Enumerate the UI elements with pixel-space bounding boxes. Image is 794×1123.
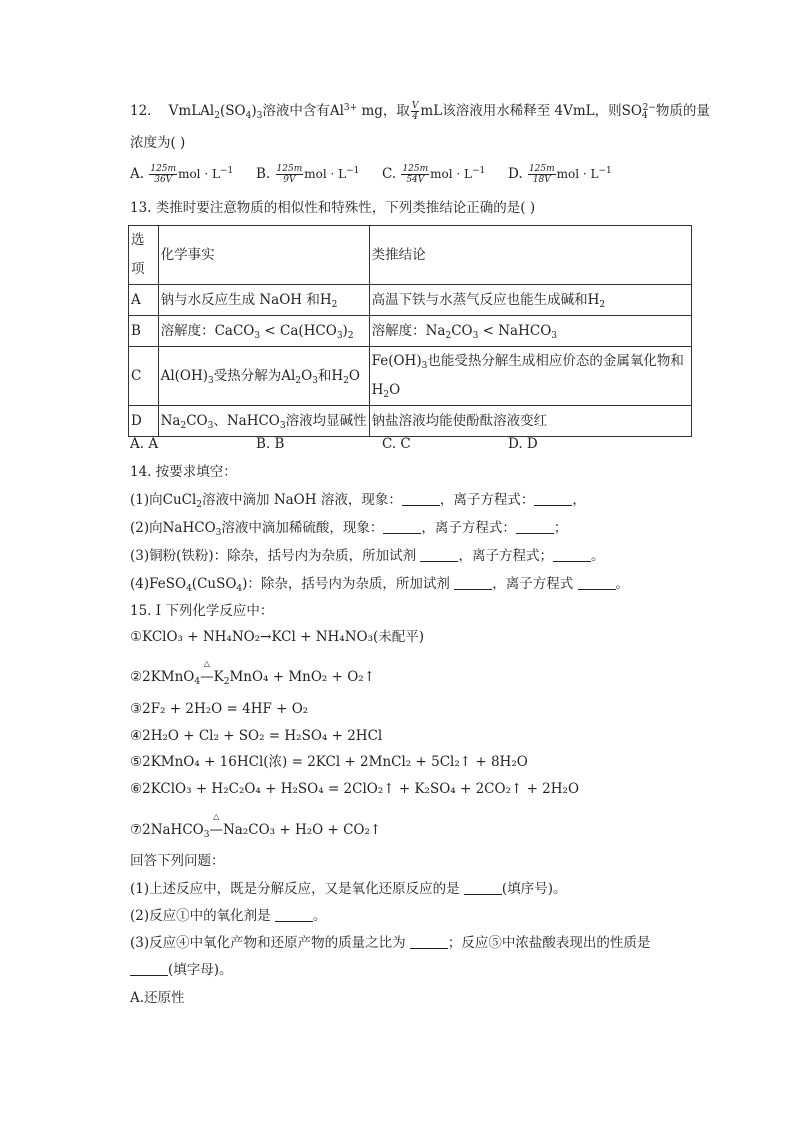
q12-line2: 浓度为( ) bbox=[130, 135, 186, 151]
q15-item-3: (3)反应④中氧化产物和还原产物的质量之比为 ；反应⑤中浓盐酸表现出的性质是 bbox=[130, 935, 651, 951]
table-row: B 溶解度：CaCO$_3$ < $Ca(HCO_3)_2$ 溶解度：$Na_2CO_3$ < NaHCO$_3$ bbox=[129, 316, 692, 347]
reaction-6: ⑥2KClO₃ + H₂C₂O₄ + H₂SO₄ = 2ClO₂↑ + K₂SO₄ + 2CO₂↑ + 2H₂O bbox=[130, 781, 580, 797]
volume-fraction: $\frac{V}{4}$ bbox=[411, 101, 419, 122]
answer-intro: 回答下列问题： bbox=[130, 853, 225, 869]
reaction-2: ②2KMnO$_4$— △ $K_2MnO_4 + MnO_2$ + O₂↑ bbox=[130, 659, 376, 687]
header-conclusion: 类推结论 bbox=[369, 226, 691, 285]
table-row: A 钠与水反应生成 NaOH 和$H_2$ 高温下铁与水蒸气反应也能生成碱和$H_2$ bbox=[129, 285, 692, 316]
answer-blank[interactable] bbox=[553, 549, 591, 562]
q12-option-d[interactable]: D. $\frac{125m}{18V}$ mol · $L^{-1}$ bbox=[508, 164, 612, 185]
answer-blank[interactable] bbox=[420, 549, 458, 562]
q14-item-4: (4)FeSO$_4$(CuSO$_4$)：除杂，括号内为杂质，所加试剂 ，离子方程式 。 bbox=[130, 576, 629, 594]
header-fact: 化学事实 bbox=[158, 226, 369, 285]
q12-line1: 12. $VmLAl_2(SO_4)_3$溶液中含有$Al^{3+}$ mg，取 $\frac{V}{4}$ mL该溶液用水稀释至 4VmL，则$SO_4^{2-}$物质的量 bbox=[130, 101, 710, 122]
q15-option-a[interactable]: A.还原性 bbox=[130, 990, 185, 1006]
q13-answer-b[interactable]: B. B bbox=[256, 436, 285, 452]
q14-stem: 14. 按要求填空： bbox=[130, 464, 237, 480]
q12-number: 12. bbox=[130, 103, 152, 119]
answer-blank[interactable] bbox=[275, 909, 313, 922]
q15-item-3-cont: (填字母)。 bbox=[130, 960, 233, 980]
reaction-1: ①KClO₃ + NH₄NO₂→KCl + NH₄NO₃(未配平) bbox=[130, 629, 425, 645]
q13-answer-d[interactable]: D. D bbox=[508, 436, 538, 452]
answer-blank[interactable] bbox=[578, 577, 616, 590]
q13-table bbox=[128, 225, 692, 437]
header-option: 选项 bbox=[129, 226, 159, 285]
q15-item-1: (1)上述反应中，既是分解反应，又是氧化还原反应的是 (填序号)。 bbox=[130, 881, 567, 897]
answer-blank[interactable] bbox=[410, 936, 448, 949]
q14-item-1: (1)向CuCl$_2$溶液中滴加 NaOH 溶液，现象： ，离子方程式： ， bbox=[130, 492, 586, 510]
heat-condition: — △ bbox=[200, 659, 214, 685]
table-header-row bbox=[129, 226, 692, 285]
reaction-7: ⑦2NaHCO$_3$— △ Na₂CO₃ + H₂O + CO₂↑ bbox=[130, 812, 382, 840]
table-row: C $Al(OH)_3$受热分解为$Al_2O_3$和$H_2O$ $Fe(OH)_3$也能受热分解生成相应价态的金属氧化物和 $H_2O$ bbox=[129, 347, 692, 406]
q13-stem: 13. 类推时要注意物质的相似性和特殊性，下列类推结论正确的是( ) bbox=[130, 200, 536, 216]
answer-blank[interactable] bbox=[516, 521, 554, 534]
reaction-4: ④2H₂O + Cl₂ + SO₂ = H₂SO₄ + 2HCl bbox=[130, 728, 383, 744]
answer-blank[interactable] bbox=[402, 493, 440, 506]
q12-option-c[interactable]: C. $\frac{125m}{54V}$ mol · $L^{-1}$ bbox=[382, 164, 486, 185]
q13-answer-c[interactable]: C. C bbox=[382, 436, 411, 452]
q12-option-b[interactable]: B. $\frac{125m}{9V}$ mol · $L^{-1}$ bbox=[256, 164, 360, 185]
answer-blank[interactable] bbox=[130, 963, 168, 976]
reaction-3: ③2F₂ + 2H₂O = 4HF + O₂ bbox=[130, 701, 309, 717]
answer-blank[interactable] bbox=[383, 521, 421, 534]
table-row: D $Na_2CO_3$、NaHCO$_3$溶液均显碱性 钠盐溶液均能使酚酞溶液变红 bbox=[129, 406, 692, 437]
q15-item-2: (2)反应①中的氧化剂是 。 bbox=[130, 908, 327, 924]
heat-condition: — △ bbox=[209, 812, 223, 838]
answer-blank[interactable] bbox=[464, 882, 502, 895]
q14-item-3: (3)铜粉(铁粉)：除杂，括号内为杂质，所加试剂 ，离子方程式； 。 bbox=[130, 548, 605, 564]
answer-blank[interactable] bbox=[454, 577, 492, 590]
q14-item-2: (2)向NaHCO$_3$溶液中滴加稀硫酸，现象： ，离子方程式： ； bbox=[130, 520, 568, 538]
q12-option-a[interactable]: A. $\frac{125m}{36V}$ mol · $L^{-1}$ bbox=[130, 164, 234, 185]
q13-answer-a[interactable]: A. A bbox=[130, 436, 159, 452]
q15-stem: 15. I 下列化学反应中： bbox=[130, 603, 274, 619]
reaction-5: ⑤2KMnO₄ + 16HCl(浓) = 2KCl + 2MnCl₂ + 5Cl₂↑ + 8H₂O bbox=[130, 754, 528, 770]
answer-blank[interactable] bbox=[534, 493, 572, 506]
